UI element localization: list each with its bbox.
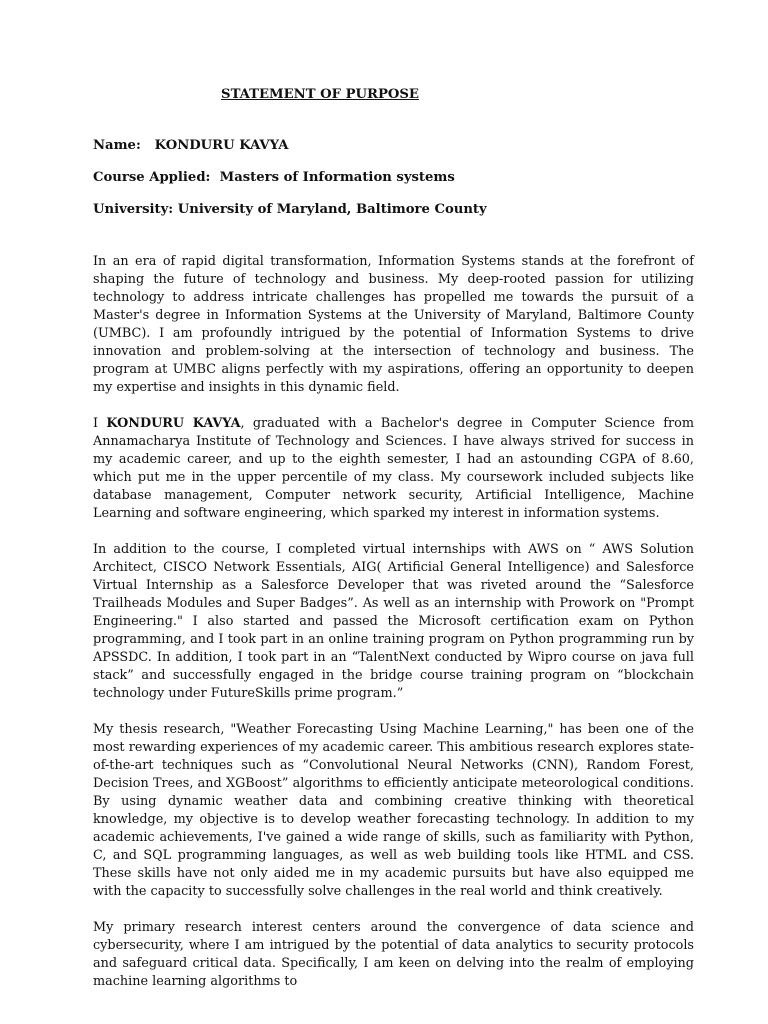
course-value: Masters of Information systems [219,170,455,185]
paragraph-education-rest: , graduated with a Bachelor's degree in Computer Science from Annamacharya Institute of Technology and Sciences. I have always strived for success in my academic career, and up to the eighth semester, I had an astounding CGPA of 8.60, which put me in the upper percentile of my class. My coursework included subjects like database management, Computer network security, Artificial Intelligence, Machine Learning and software engineering, which sparked my interest in information systems. [93,416,694,521]
paragraph-education-name: KONDURU KAVYA [106,416,241,431]
name-line [93,138,288,153]
name-label: Name: [93,138,155,153]
course-label: Course Applied: [93,170,220,185]
university-line [93,202,487,217]
paragraph-research-interest: My primary research interest centers around the convergence of data science and cybersecurity, where I am intrigued by the potential of data analytics to security protocols and safeguard critical data. Specifically, I am keen on delving into the realm of employing machine learning algorithms to [93,920,694,989]
paragraph-internships: In addition to the course, I completed virtual internships with AWS on “ AWS Solution Architect, CISCO Network Essentials, AIG( Artificial General Intelligence) and Salesforce Virtual Internship as a Salesforce Developer that was riveted around the “Salesforce Trailheads Modules and Super Badges”. As well as an internship with Prowork on "Prompt Engineering." I also started and passed the Microsoft certification exam on Python programming, and I took part in an online training program on Python programming run by APSSDC. In addition, I took part in an “TalentNext conducted by Wipro course on java full stack” and successfully engaged in the bridge course training program on “blockchain technology under FutureSkills prime program.” [93,542,694,701]
paragraph-thesis: My thesis research, "Weather Forecasting Using Machine Learning," has been one of the most rewarding experiences of my academic career. This ambitious research explores state-of-the-art techniques such as “Convolutional Neural Networks (CNN), Random Forest, Decision Trees, and XGBoost” algorithms to efficiently anticipate meteorological conditions. By using dynamic weather data and combining creative thinking with theoretical knowledge, my objective is to develop weather forecasting technology. In addition to my academic achievements, I've gained a wide range of skills, such as familiarity with Python, C, and SQL programming languages, as well as web building tools like HTML and CSS. These skills have not only aided me in my academic pursuits but have also equipped me with the capacity to successfully solve challenges in the real world and think creatively. [93,722,694,899]
paragraph-education [93,415,694,523]
university-value: University of Maryland, Baltimore County [177,202,487,217]
university-label: University: [93,202,178,217]
paragraph-intro: In an era of rapid digital transformation, Information Systems stands at the forefront of shaping the future of technology and business. My deep-rooted passion for utilizing technology to address intricate challenges has propelled me towards the pursuit of a Master's degree in Information Systems at the University of Maryland, Baltimore County (UMBC). I am profoundly intrigued by the potential of Information Systems to drive innovation and problem-solving at the intersection of technology and business. The program at UMBC aligns perfectly with my aspirations, offering an opportunity to deepen my expertise and insights in this dynamic field. [93,254,694,395]
document-title: STATEMENT OF PURPOSE [221,87,419,102]
course-line [93,170,455,185]
paragraph-education-lead: I [93,416,107,431]
document-body [93,253,694,1009]
name-value: KONDURU KAVYA [154,138,289,153]
